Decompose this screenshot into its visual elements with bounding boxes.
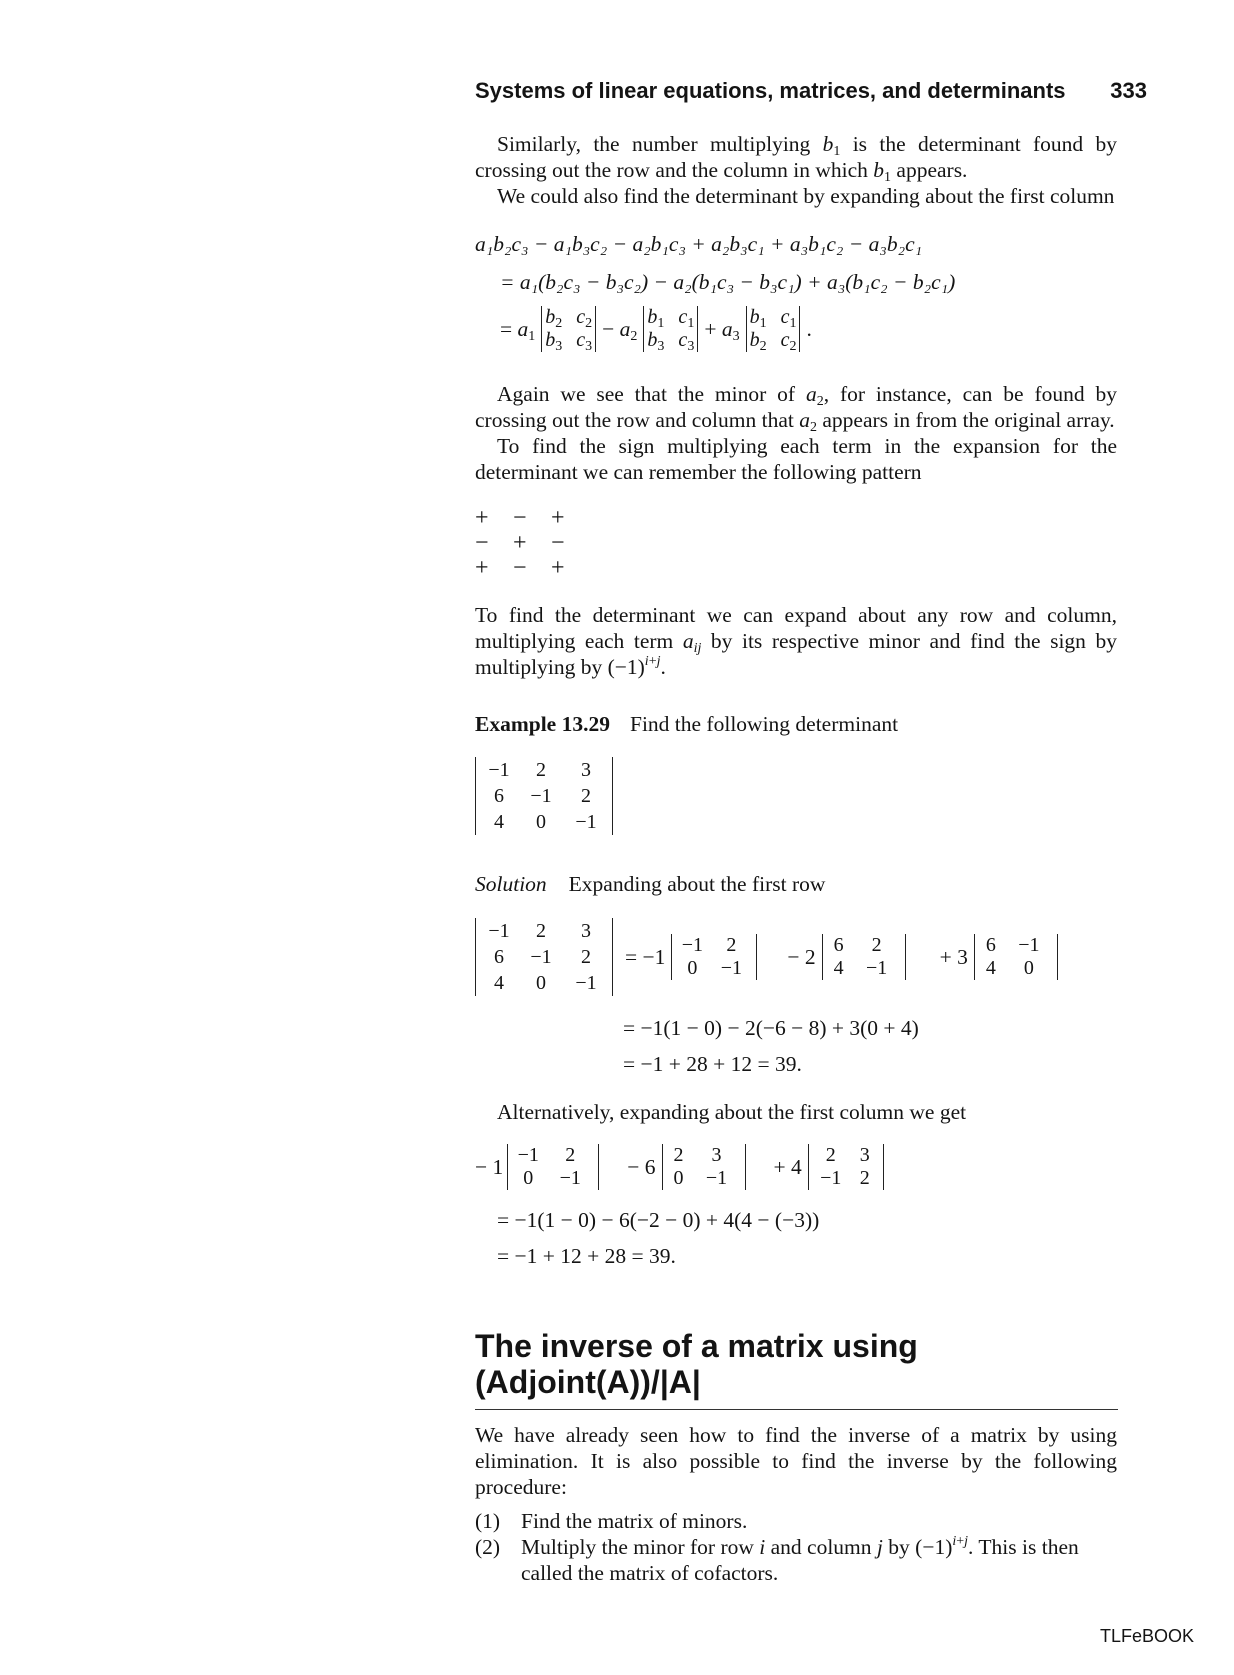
solution-step-2: = −1 + 28 + 12 = 39. [623,1052,802,1076]
list-item: (2) Multiply the minor for row i and column j by $(-1)^{i+j}$. This is then called the matrix of cofactors. [475,1534,1079,1585]
minor-a3: $b_1$ $b_2$ $c_1$ $c_2$ [746,306,801,352]
alternative-text: Alternatively, expanding about the first column we get [497,1100,967,1124]
expansion-line-1: a₁b₂c₃ − a₁b₃c₂ − a₂b₁c₃ + a₂b₃c₁ + a₃b₁c₂ − a₃b₂c₁ [475,232,923,256]
minor-a1: $b_2$ $b_3$ $c_2$ $c_3$ [541,306,596,352]
solution-matrix: −1 6 4 2 −1 0 3 2 −1 [475,918,613,996]
intro-line-2: We could also find the determinant by expanding about the first column [497,184,1115,208]
running-header-title: Systems of linear equations, matrices, and determinants [475,78,1066,103]
alternative-minor-3: 2 −1 3 2 [808,1144,884,1190]
intro-paragraph: Similarly, the number multiplying $b_1$ is the determinant found by crossing out the row and the column in which $b_1$ appears. We could also find the determinant by expanding about the first column [475,132,1117,208]
footer-watermark: TLFeBOOK [1099,1626,1194,1646]
alternative-minor-2: 2 0 3 −1 [662,1144,746,1190]
page-number: 333 [1110,78,1147,103]
section-paragraph: We have already seen how to find the inverse of a matrix by using elimination. It is also possible to find the inverse by the following procedure: [475,1423,1117,1499]
example-label: Example 13.29 [475,712,610,736]
running-header [475,78,1147,104]
solution-minor-1: −1 0 2 −1 [671,934,757,980]
section-rule [475,1409,1118,1410]
solution-minor-3: 6 4 −1 0 [974,934,1058,980]
rule-paragraph: To find the determinant we can expand about any row and column, multiplying each term $a_{ij}$ by its respective minor and find the sign by multiplying by $(-1)^{i+j}$. [475,603,1117,679]
procedure-list [475,1508,1117,1586]
alternative-minor-1: −1 0 2 −1 [507,1144,599,1190]
section-title: The inverse of a matrix using (Adjoint(A))/|A| [475,1328,918,1400]
example-matrix: −1 6 4 2 −1 0 3 2 −1 [475,757,613,835]
example-heading [475,711,898,737]
solution-step-1: = −1(1 − 0) − 2(−6 − 8) + 3(0 + 4) [623,1016,919,1040]
solution-expansion: −1 6 4 2 −1 0 3 2 −1 = −1 −1 0 2 −1 − 2 6 4 2 −1 + 3 6 4 −1 0 [475,918,1058,996]
solution-label: Solution [475,872,547,896]
alternative-step-1: = −1(1 − 0) − 6(−2 − 0) + 4(4 − (−3)) [497,1208,820,1232]
alternative-step-2: = −1 + 12 + 28 = 39. [497,1244,676,1268]
solution-minor-2: 6 4 2 −1 [822,934,906,980]
solution-heading [475,871,825,897]
solution-text: Expanding about the first row [568,872,826,896]
expansion-line-2: = a₁(b₂c₃ − b₃c₂) − a₂(b₁c₃ − b₃c₁) + a₃(b₁c₂ − b₂c₁) [500,270,956,294]
minor-paragraph: Again we see that the minor of $a_2$, for instance, can be found by crossing out the row and column that $a_2$ appears in from the original array. To find the sign multiplying each term in the expansion for the determinant we can remember the following pattern [475,382,1117,484]
example-text: Find the following determinant [629,712,899,736]
list-item: (1) Find the matrix of minors. [475,1509,748,1533]
minor-a2: $b_1$ $b_3$ $c_1$ $c_3$ [643,306,698,352]
sign-pattern: + − + − + − + − + [475,505,565,581]
alternative-expansion: − 1 −1 0 2 −1 − 6 2 0 3 −1 + 4 2 −1 3 2 [475,1144,884,1190]
expansion-line-3: = $a_1$ $b_2$ $b_3$ $c_2$ $c_3$ − $a_2$ $b_1$ $b_3$ $c_1$ $c_3$ + $a_3$ $b_1$ $b_2$ $c_1$ $c_2$ . [500,306,812,354]
